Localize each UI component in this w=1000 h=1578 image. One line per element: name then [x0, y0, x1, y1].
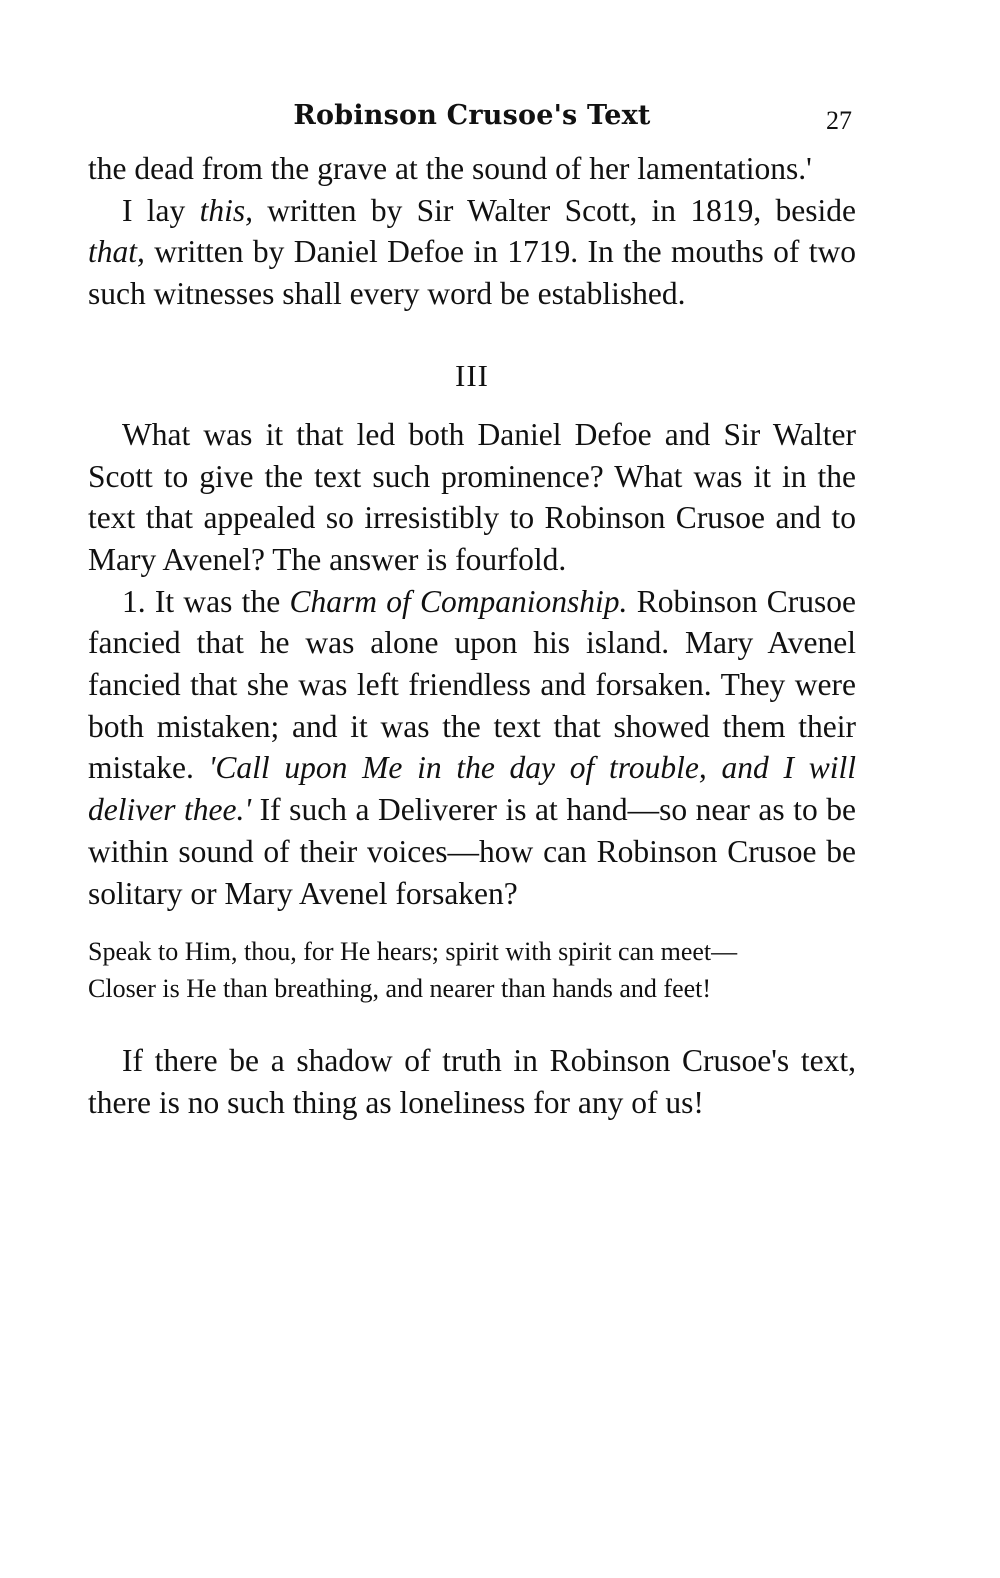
paragraph-text: Robinson Crusoe fancied that he was alone upon his island. Mary Avenel fancied that she was left friendless and forsaken. They were both mistaken; and it was the text that showed them their mistake. [88, 583, 857, 786]
paragraph-text: written by Daniel Defoe in 1719. In the mouths of two such witnesses shall every word be established. [88, 234, 856, 312]
paragraph-companionship [88, 581, 856, 915]
paragraph-closing: If there be a shadow of truth in Robinson Crusoe's text, there is no such thing as loneliness for any of us! [88, 1043, 856, 1120]
paragraph-continuation: the dead from the grave at the sound of her lamentations.' [88, 151, 812, 186]
paragraph-text: I lay [122, 192, 200, 228]
section-heading: III [455, 357, 489, 393]
paragraph-scott-defoe [88, 190, 856, 315]
verse-line: Speak to Him, thou, for He hears; spirit with spirit can meet— [88, 937, 738, 967]
emphasis-that: that, [88, 234, 145, 270]
emphasis-charm: Charm of Companionship. [289, 583, 628, 619]
paragraph-question: What was it that led both Daniel Defoe and Sir Walter Scott to give the text such prominence? What was it in the text that appealed so irresistibly to Robinson Crusoe and to Mary Avenel? The answer is fourfold. [88, 416, 856, 577]
verse-quotation [88, 936, 856, 1004]
emphasis-this: this, [199, 192, 253, 228]
emphasis-quotation: 'Call upon Me in the day of trouble, and I will deliver thee.' [88, 750, 856, 828]
book-page [88, 92, 856, 1124]
running-head [88, 92, 856, 148]
verse-line: Closer is He than breathing, and nearer than hands and feet! [88, 974, 712, 1004]
paragraph-text: If such a Deliverer is at hand—so near as to be within sound of their voices—how can Robinson Crusoe be solitary or Mary Avenel forsaken? [88, 792, 856, 911]
page-number: 27 [826, 106, 852, 135]
paragraph-text: written by Sir Walter Scott, in 1819, beside [252, 192, 856, 228]
paragraph-text: 1. It was the [122, 583, 290, 619]
running-title: Robinson Crusoe's Text [293, 100, 651, 131]
